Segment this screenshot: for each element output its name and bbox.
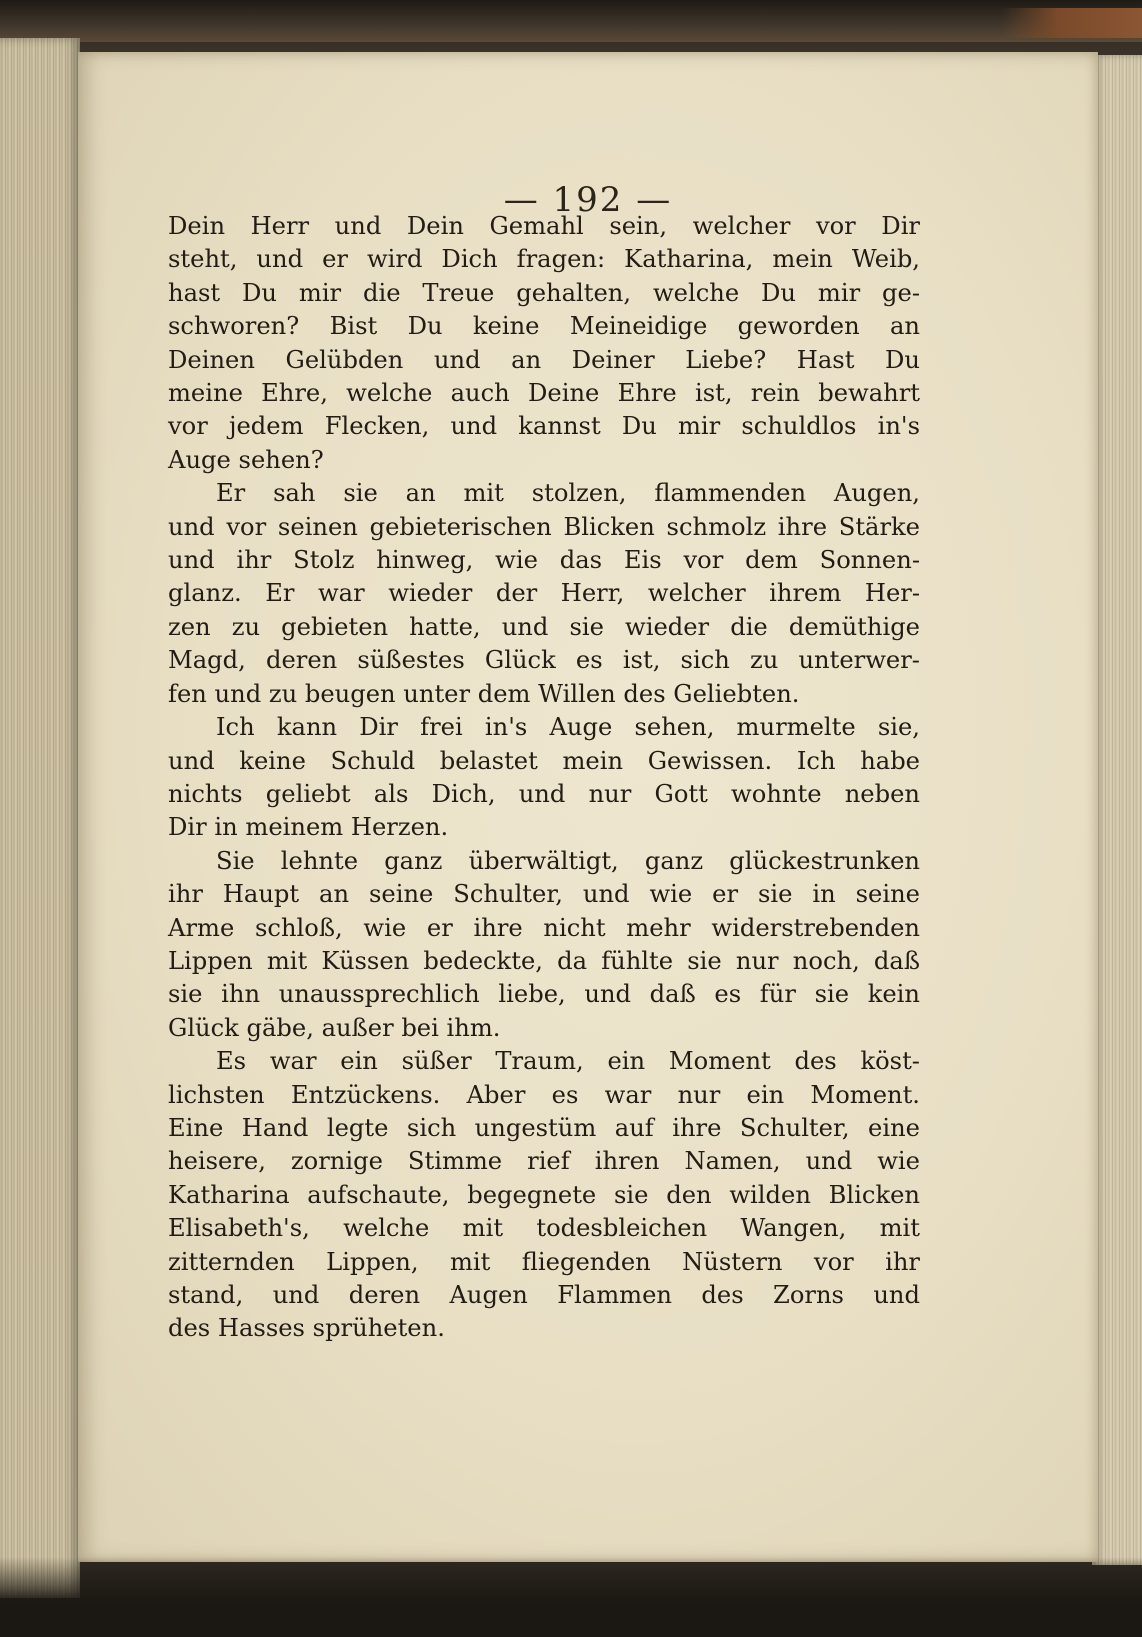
text-line: Katharina aufschaute, begegnete sie den wilden Blicken xyxy=(168,1180,920,1209)
text-line: des Hasses sprüheten. xyxy=(168,1314,445,1343)
text-line: heisere, zornige Stimme rief ihren Namen, und wie xyxy=(168,1147,920,1176)
paragraph xyxy=(168,845,920,1045)
paragraph xyxy=(168,477,920,711)
text-line: Glück gäbe, außer bei ihm. xyxy=(168,1013,501,1042)
text-line: zitternden Lippen, mit fliegenden Nüstern vor ihr xyxy=(168,1247,920,1276)
text-line: Er sah sie an mit stolzen, flammenden Augen, xyxy=(216,479,920,508)
text-line: lichsten Entzückens. Aber es war nur ein Moment. xyxy=(168,1080,920,1109)
text-line: Dein Herr und Dein Gemahl sein, welcher vor Dir xyxy=(168,212,920,240)
page-edges-right xyxy=(1092,55,1142,1565)
text-line: fen und zu beugen unter dem Willen des Geliebten. xyxy=(168,679,800,708)
text-line: Auge sehen? xyxy=(168,445,324,474)
text-line: Ich kann Dir frei in's Auge sehen, murmelte sie, xyxy=(216,713,920,742)
text-line: Dir in meinem Herzen. xyxy=(168,813,449,842)
text-line: und ihr Stolz hinweg, wie das Eis vor dem Sonnen- xyxy=(168,546,920,575)
text-line: meine Ehre, welche auch Deine Ehre ist, rein bewahrt xyxy=(168,379,920,408)
text-line: steht, und er wird Dich fragen: Katharina, mein Weib, xyxy=(168,245,920,274)
text-line: zen zu gebieten hatte, und sie wieder die demüthige xyxy=(168,612,920,641)
paragraph xyxy=(168,1045,920,1346)
text-line: nichts geliebt als Dich, und nur Gott wohnte neben xyxy=(168,779,920,808)
text-line: hast Du mir die Treue gehalten, welche Du mir ge- xyxy=(168,278,920,307)
text-line: und keine Schuld belastet mein Gewissen. Ich habe xyxy=(168,746,920,775)
text-line: Magd, deren süßestes Glück es ist, sich zu unterwer- xyxy=(168,646,920,675)
text-line: Es war ein süßer Traum, ein Moment des köst- xyxy=(216,1047,920,1076)
page-edges-left xyxy=(0,38,80,1598)
text-line: Eine Hand legte sich ungestüm auf ihre Schulter, eine xyxy=(168,1113,920,1142)
text-line: stand, und deren Augen Flammen des Zorns und xyxy=(168,1281,920,1309)
text-line: Sie lehnte ganz überwältigt, ganz glückestrunken xyxy=(216,846,920,875)
paragraph xyxy=(168,711,920,845)
text-line: Arme schloß, wie er ihre nicht mehr widerstrebenden xyxy=(168,913,920,942)
bottom-shadow xyxy=(0,1557,1142,1637)
body-text xyxy=(168,210,920,1346)
text-line: Elisabeth's, welche mit todesbleichen Wangen, mit xyxy=(168,1214,920,1243)
text-line: sie ihn unaussprechlich liebe, und daß es für sie kein xyxy=(168,980,920,1009)
text-line: Lippen mit Küssen bedeckte, da fühlte sie nur noch, daß xyxy=(168,946,920,975)
book-binding xyxy=(0,0,1142,42)
text-line: glanz. Er war wieder der Herr, welcher ihrem Her- xyxy=(168,579,920,608)
text-line: und vor seinen gebieterischen Blicken schmolz ihre Stärke xyxy=(168,512,920,541)
text-line: Deinen Gelübden und an Deiner Liebe? Hast Du xyxy=(168,345,920,374)
text-line: ihr Haupt an seine Schulter, und wie er sie in seine xyxy=(168,880,920,909)
text-line: schworen? Bist Du keine Meineidige geworden an xyxy=(168,312,920,341)
text-line: vor jedem Flecken, und kannst Du mir schuldlos in's xyxy=(168,412,920,441)
page-number: — 192 — xyxy=(503,180,673,220)
paragraph xyxy=(168,210,920,477)
